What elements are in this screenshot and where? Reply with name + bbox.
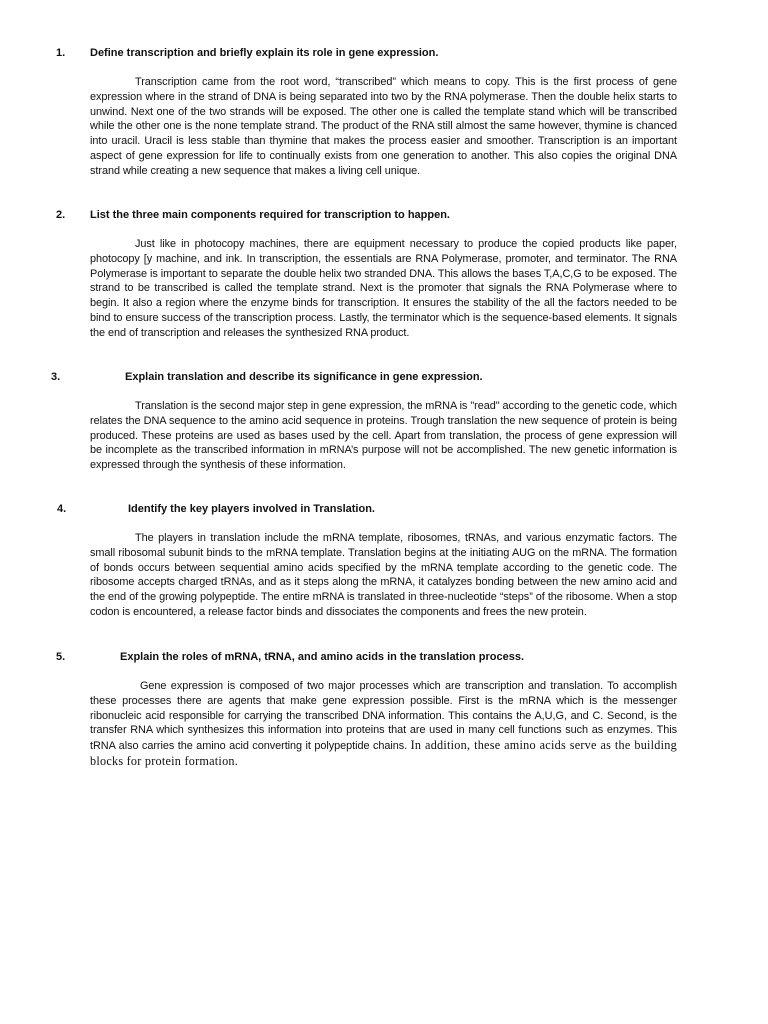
question-4-number: 4. (57, 503, 67, 515)
answer-4-paragraph: The players in translation include the mRNA template, ribosomes, tRNAs, and various enzymatic factors. The small ribosomal subunit binds to the mRNA template. Translation begins at the initiating AUG on the mRNA. The formation of bonds occurs between sequential amino acids specified by the mRNA template according to the genetic code. The ribosome accepts charged tRNAs, and as it steps along the mRNA, it catalyzes bonding between the new amino acid and the end of the growing polypeptide. The entire mRNA is translated in three-nucleotide “steps” of the ribosome. When a stop codon is encountered, a release factor binds and dissociates the components and frees the new protein. (90, 532, 677, 618)
question-3-title: Explain translation and describe its significance in gene expression. (125, 371, 483, 383)
answer-1-paragraph: Transcription came from the root word, “transcribed” which means to copy. This is the first process of gene expression where in the strand of DNA is being separated into two by the RNA polymerase. Then the double helix starts to unwind. Next one of the two strands will be exposed. The other one is called the template stand which will be transcribed while the other one is the none template strand. The product of the RNA still almost the same however, thymine is chanced into uracil. Uracil is less stable than thymine that makes the process easier and smoother. Transcription is an important aspect of gene expression for life to continually exists from one generation to another. This also copies the original DNA strand while creating a new sequence that makes a living cell unique. (90, 76, 677, 177)
question-5-title: Explain the roles of mRNA, tRNA, and amino acids in the translation process. (120, 651, 525, 663)
question-2-title: List the three main components required for transcription to happen. (90, 209, 450, 221)
question-3-number: 3. (51, 371, 61, 383)
answer-3-paragraph: Translation is the second major step in gene expression, the mRNA is "read" according to the genetic code, which relates the DNA sequence to the amino acid sequence in proteins. Trough translation the new sequence of protein is being produced. These proteins are used as bases used by the cell. Apart from translation, the process of gene expression will be incomplete as the transcribed information in mRNA’s purpose will not be accomplished. The new genetic information is expressed through the synthesis of these information. (90, 400, 677, 472)
question-4-title: Identify the key players involved in Translation. (128, 503, 375, 515)
question-2-number: 2. (56, 209, 66, 221)
answer-5-text: Gene expression is composed of two major processes which are transcription and translation. To accomplish these processes there are agents that make gene expression possible. First is the mRNA which is the messenger ribonucleic acid responsible for carrying the transcribed DNA information. This contains the A,U,G, and C. Second, is the transfer RNA which synthesizes this information into proteins that are used in many cell functions such as enzymes. This tRNA also carries the amino acid converting it polypeptide chains. (90, 680, 677, 753)
answer-5-closing-sentence: In addition, these amino acids serve as the building blocks for protein formation. (90, 738, 677, 768)
answer-5-paragraph (90, 679, 677, 770)
question-5-number: 5. (56, 651, 66, 663)
question-1-number: 1. (56, 47, 66, 59)
answer-2-paragraph: Just like in photocopy machines, there are equipment necessary to produce the copied products like paper, photocopy [y machine, and ink. In transcription, the essentials are RNA Polymerase, promoter, and terminator. The RNA Polymerase is important to separate the double helix two stranded DNA. This allows the bases T,A,C,G to be exposed. The strand to be transcribed is called the template strand. Next is the promoter that signals the RNA Polymerase where to begin. It also a region where the enzyme binds for transcription. It ensures the stability of the all the factors needed to be bind to ensure success of the transcription process. Lastly, the terminator which is the sequence-based elements. It signals the end of transcription and releases the synthesized RNA product. (90, 238, 677, 339)
question-1-title: Define transcription and briefly explain its role in gene expression. (90, 47, 439, 59)
